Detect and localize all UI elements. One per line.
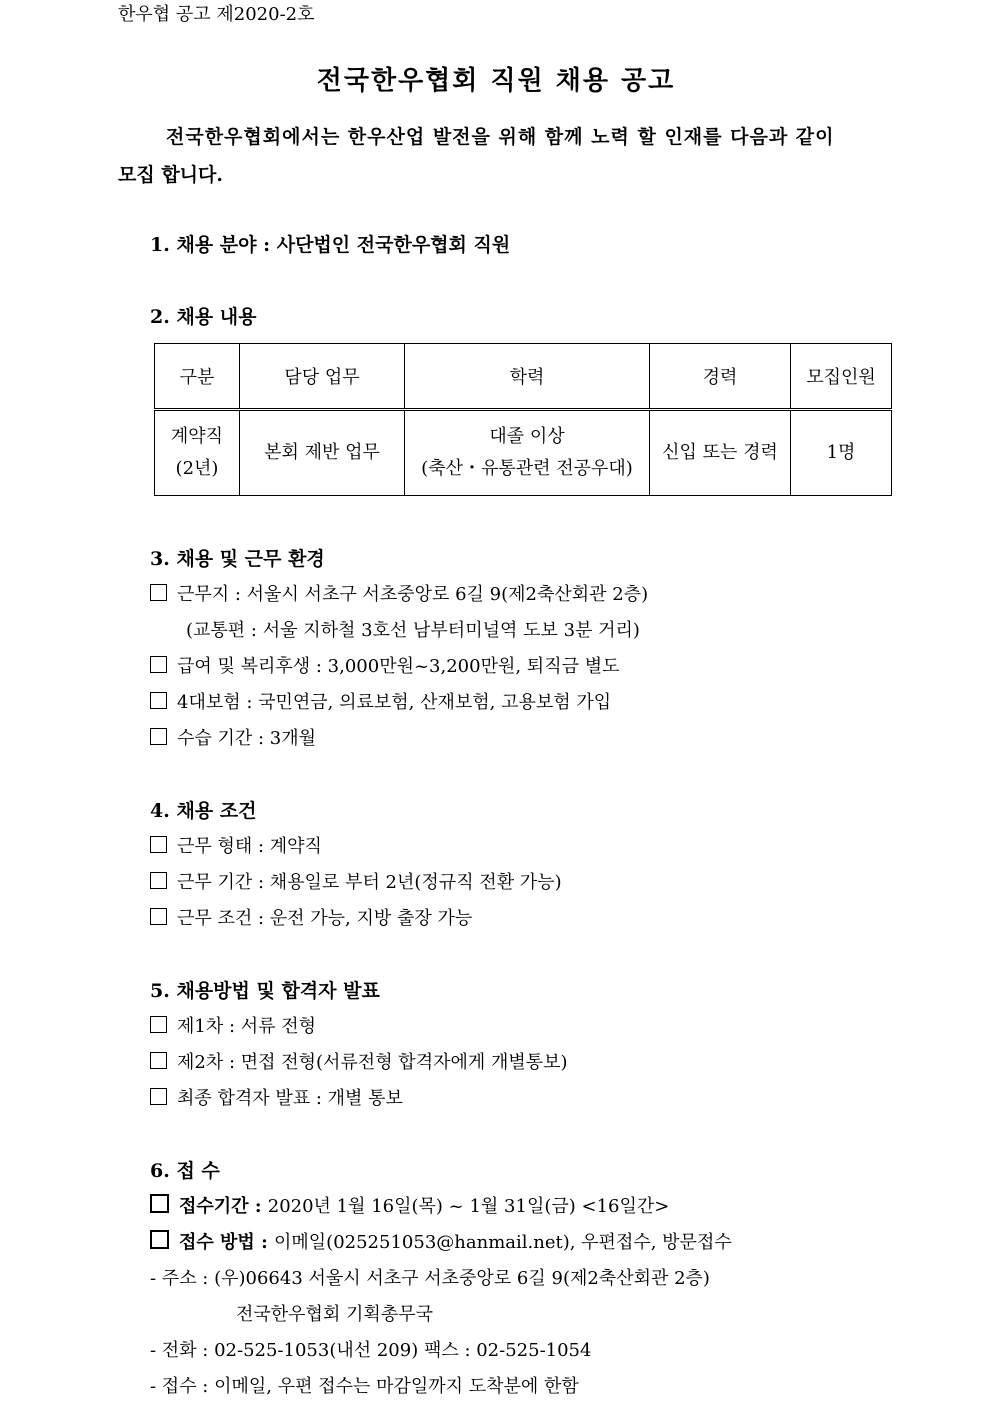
salary-text: 급여 및 복리후생 : 3,000만원~3,200만원, 퇴직금 별도 <box>177 656 620 677</box>
section-6-heading: 6. 접 수 <box>150 1160 220 1182</box>
table-header-row <box>155 344 892 410</box>
work-condition-item <box>150 904 472 930</box>
insurance-text: 4대보험 : 국민연금, 의료보험, 산재보험, 고용보험 가입 <box>177 692 612 713</box>
work-condition-text: 근무 조건 : 운전 가능, 지방 출장 가능 <box>177 908 473 929</box>
second-screening-item <box>150 1048 568 1074</box>
intro-line-1: 전국한우협회에서는 한우산업 발전을 위해 함께 노력 할 인재를 다음과 같이 <box>166 126 835 148</box>
submission-note: - 접수 : 이메일, 우편 접수는 마감일까지 도착분에 한함 <box>150 1376 579 1397</box>
header-category: 구분 <box>155 344 240 410</box>
intro-paragraph <box>118 118 878 194</box>
first-screening-item <box>150 1012 316 1038</box>
cell-education-line-2: (축산・유통관련 전공우대) <box>421 458 633 479</box>
application-method-item <box>150 1228 732 1254</box>
address-line: - 주소 : (우)06643 서울시 서초구 서초중앙로 6길 9(제2축산회관 2층) <box>150 1268 710 1289</box>
checkbox-square-icon <box>150 872 167 889</box>
application-period-label: 접수기간 : <box>179 1196 262 1217</box>
probation-item <box>150 724 316 750</box>
cell-education-line-1: 대졸 이상 <box>489 426 565 447</box>
application-method-value: 이메일(025251053@hanmail.net), 우편접수, 방문접수 <box>274 1232 732 1253</box>
cell-headcount: 1명 <box>791 410 892 496</box>
salary-item <box>150 652 619 678</box>
work-period-item <box>150 868 562 894</box>
checkbox-square-icon <box>150 836 167 853</box>
header-duty: 담당 업무 <box>240 344 405 410</box>
address-department: 전국한우협회 기획총무국 <box>236 1304 433 1325</box>
checkbox-square-icon <box>150 1016 167 1033</box>
work-period-text: 근무 기간 : 채용일로 부터 2년(정규직 전환 가능) <box>177 872 562 893</box>
checkbox-square-icon <box>150 692 167 709</box>
cell-category <box>155 410 240 496</box>
section-4-heading: 4. 채용 조건 <box>150 800 257 822</box>
work-type-item <box>150 832 322 858</box>
probation-text: 수습 기간 : 3개월 <box>177 728 317 749</box>
recruitment-table <box>154 343 892 496</box>
header-headcount: 모집인원 <box>791 344 892 410</box>
header-education: 학력 <box>405 344 650 410</box>
checkbox-square-icon <box>150 728 167 745</box>
checkbox-square-icon <box>150 908 167 925</box>
checkbox-square-icon <box>150 1230 169 1249</box>
section-1-heading: 1. 채용 분야 : 사단법인 전국한우협회 직원 <box>150 234 511 256</box>
workplace-item <box>150 580 648 606</box>
section-3-heading: 3. 채용 및 근무 환경 <box>150 548 325 570</box>
phone-fax-line: - 전화 : 02-525-1053(내선 209) 팩스 : 02-525-1054 <box>150 1340 592 1361</box>
application-period-value: 2020년 1월 16일(목) ~ 1월 31일(금) <16일간> <box>267 1196 670 1217</box>
document-number: 한우협 공고 제2020-2호 <box>118 4 315 25</box>
final-announcement-text: 최종 합격자 발표 : 개별 통보 <box>177 1088 403 1109</box>
table-row <box>155 410 892 496</box>
intro-line-2: 모집 합니다. <box>118 164 223 186</box>
cell-duty: 본회 제반 업무 <box>240 410 405 496</box>
first-screening-text: 제1차 : 서류 전형 <box>177 1016 317 1037</box>
checkbox-square-icon <box>150 584 167 601</box>
insurance-item <box>150 688 611 714</box>
application-period-item <box>150 1192 669 1218</box>
cell-category-line-2: (2년) <box>175 458 219 479</box>
cell-category-line-1: 계약직 <box>170 426 224 447</box>
section-2-heading: 2. 채용 내용 <box>150 306 257 328</box>
checkbox-square-icon <box>150 656 167 673</box>
section-5-heading: 5. 채용방법 및 합격자 발표 <box>150 980 380 1002</box>
final-announcement-item <box>150 1084 403 1110</box>
application-method-label: 접수 방법 : <box>179 1232 268 1253</box>
cell-education <box>405 410 650 496</box>
transport-item: (교통편 : 서울 지하철 3호선 남부터미널역 도보 3분 거리) <box>186 620 640 641</box>
checkbox-square-icon <box>150 1052 167 1069</box>
cell-career: 신입 또는 경력 <box>650 410 791 496</box>
header-career: 경력 <box>650 344 791 410</box>
workplace-text: 근무지 : 서울시 서초구 서초중앙로 6길 9(제2축산회관 2층) <box>177 584 649 605</box>
work-type-text: 근무 형태 : 계약직 <box>177 836 322 857</box>
page-title: 전국한우협회 직원 채용 공고 <box>316 66 676 96</box>
checkbox-square-icon <box>150 1088 167 1105</box>
checkbox-square-icon <box>150 1194 169 1213</box>
second-screening-text: 제2차 : 면접 전형(서류전형 합격자에게 개별통보) <box>177 1052 568 1073</box>
